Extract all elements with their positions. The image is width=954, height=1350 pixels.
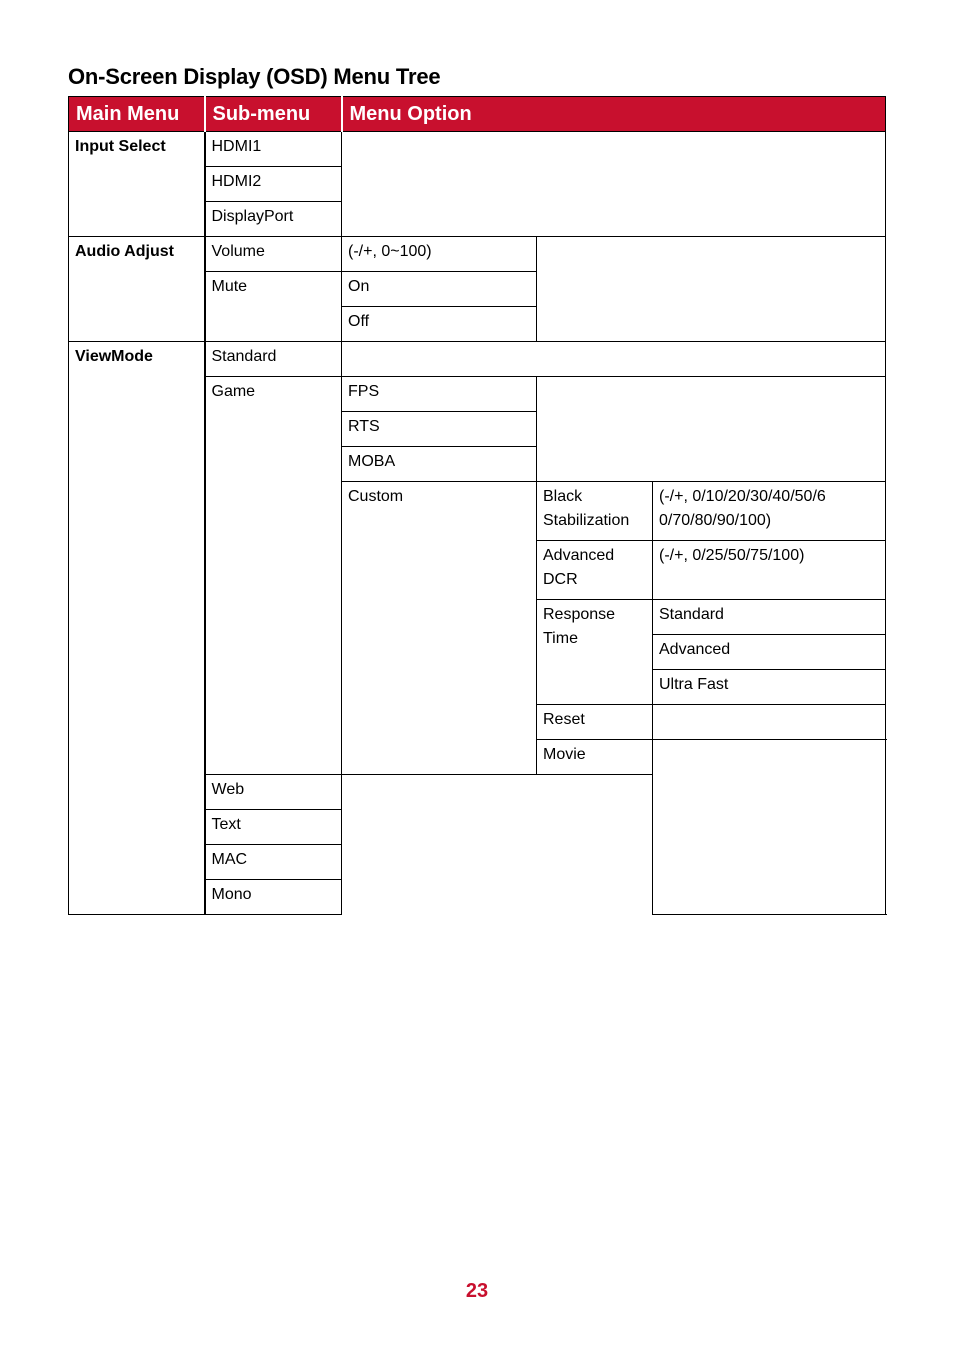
sub-menu-mac: MAC (205, 845, 342, 880)
table-row (69, 237, 886, 272)
custom-black-stabilization: Black Stabilization (537, 482, 653, 541)
sub-menu-mute: Mute (205, 272, 342, 342)
header-main-menu: Main Menu (69, 97, 205, 132)
response-time-standard: Standard (653, 600, 886, 635)
page-title: On-Screen Display (OSD) Menu Tree (68, 64, 441, 89)
custom-reset: Reset (537, 705, 653, 740)
empty-cell (342, 342, 886, 377)
main-menu-input-select: Input Select (69, 132, 205, 237)
empty-cell (537, 237, 886, 342)
option-rts: RTS (342, 412, 537, 447)
sub-menu-mono: Mono (205, 880, 342, 915)
sub-menu-text: Text (205, 810, 342, 845)
sub-menu-movie: Movie (537, 740, 653, 775)
header-menu-option: Menu Option (342, 97, 886, 132)
custom-black-stabilization-range: (-/+, 0/10/20/30/40/50/6 0/70/80/90/100) (653, 482, 886, 541)
option-fps: FPS (342, 377, 537, 412)
option-moba: MOBA (342, 447, 537, 482)
sub-menu-hdmi2: HDMI2 (205, 167, 342, 202)
option-volume-range: (-/+, 0~100) (342, 237, 537, 272)
empty-cell (342, 132, 886, 237)
sub-menu-hdmi1: HDMI1 (205, 132, 342, 167)
main-menu-audio-adjust: Audio Adjust (69, 237, 205, 342)
osd-menu-tree-table (68, 96, 886, 915)
empty-cell (537, 377, 886, 482)
response-time-ultra-fast: Ultra Fast (653, 670, 886, 705)
header-sub-menu: Sub-menu (205, 97, 342, 132)
sub-menu-web: Web (205, 775, 342, 810)
custom-advanced-dcr: Advanced DCR (537, 541, 653, 600)
empty-cell (653, 740, 886, 915)
response-time-advanced: Advanced (653, 635, 886, 670)
sub-menu-game: Game (205, 377, 342, 775)
option-mute-on: On (342, 272, 537, 307)
option-mute-off: Off (342, 307, 537, 342)
main-menu-viewmode: ViewMode (69, 342, 205, 915)
sub-menu-displayport: DisplayPort (205, 202, 342, 237)
page-number: 23 (465, 1280, 489, 1302)
sub-menu-volume: Volume (205, 237, 342, 272)
custom-response-time: Response Time (537, 600, 653, 705)
table-header-row (69, 97, 886, 132)
table-row (69, 132, 886, 167)
option-custom: Custom (342, 482, 537, 775)
empty-cell (653, 705, 886, 740)
custom-advanced-dcr-range: (-/+, 0/25/50/75/100) (653, 541, 886, 600)
table-row (69, 342, 886, 377)
sub-menu-standard: Standard (205, 342, 342, 377)
